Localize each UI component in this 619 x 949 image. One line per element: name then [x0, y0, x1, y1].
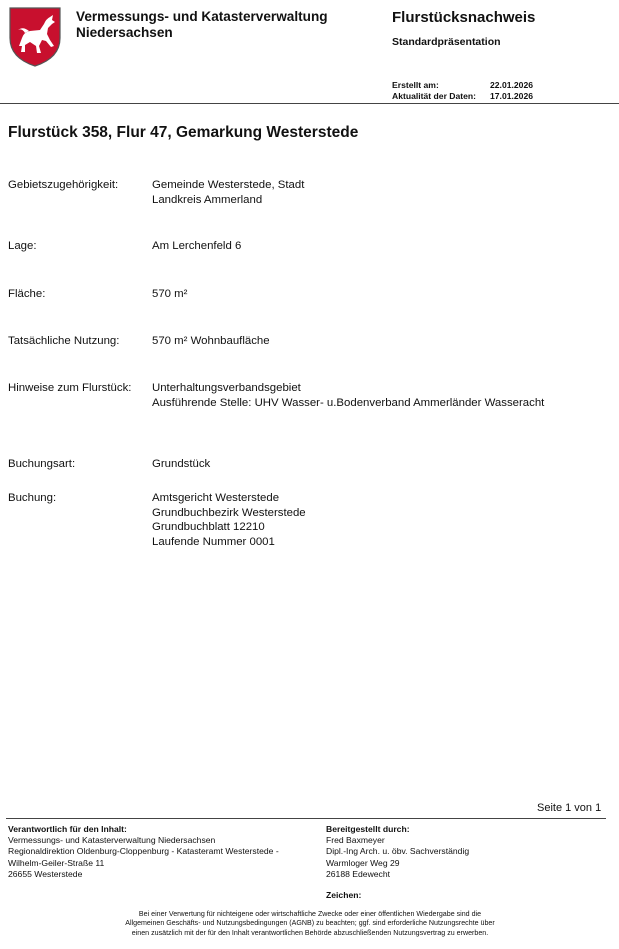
field-lage	[8, 239, 241, 254]
field-value: Grundstück	[152, 458, 211, 470]
lower-saxony-horse-crest-icon	[8, 6, 62, 68]
field-value: Am Lerchenfeld 6	[152, 240, 242, 252]
parcel-heading: Flurstück 358, Flur 47, Gemarkung Westerstede	[8, 124, 359, 141]
field-buchung	[8, 491, 306, 549]
field-hinweise	[8, 381, 544, 410]
document-subtitle: Standardpräsentation	[392, 36, 501, 48]
meta-created: Erstellt am: 22.01.2026	[392, 80, 534, 90]
organization-name: Vermessungs- und Katasterverwaltung Niedersachsen	[76, 9, 328, 40]
document-meta	[392, 80, 533, 102]
field-label: Buchung:	[8, 492, 57, 504]
footer-responsible: Verantwortlich für den Inhalt: Vermessungs- und Katasterverwaltung Niedersachsen Regionaldirektion Oldenburg-Cloppenburg - Katasteramt Westerstede - Wilhelm-Geiler-Straße 11 26655 Westerstede	[8, 824, 279, 879]
field-label: Gebietszugehörigkeit:	[8, 179, 119, 191]
meta-data-date: Aktualität der Daten: 17.01.2026	[392, 91, 534, 101]
field-buchungsart	[8, 457, 210, 472]
field-label: Buchungsart:	[8, 458, 76, 470]
field-value: 570 m² Wohnbaufläche	[152, 335, 270, 347]
footer-zeichen: Zeichen:	[326, 890, 362, 900]
field-label: Hinweise zum Flurstück:	[8, 382, 132, 394]
document-title: Flurstücksnachweis	[392, 9, 536, 26]
field-label: Tatsächliche Nutzung:	[8, 335, 120, 347]
header-divider	[0, 103, 619, 104]
field-value: Gemeinde Westerstede, Stadt Landkreis Ammerland	[152, 179, 305, 206]
field-flaeche	[8, 287, 187, 302]
field-nutzung	[8, 334, 270, 349]
field-value: Unterhaltungsverbandsgebiet Ausführende Stelle: UHV Wasser- u.Bodenverband Ammerländer Wasseracht	[152, 382, 545, 409]
usage-disclaimer: Bei einer Verwertung für nichteigene oder wirtschaftliche Zwecke oder einer öffentlichen Wiedergabe sind die Allgemeinen Geschäfts- und Nutzungsbedingungen (AGNB) zu beachten; ggf. sind erforderliche Nutzungsrechte über einen zusätzlich mit der für den Inhalt verantwortlichen Behörde abzuschließenden Nutzungsvertrag zu erwerben.	[125, 910, 495, 937]
field-label: Fläche:	[8, 288, 46, 300]
field-value: Amtsgericht Westerstede Grundbuchbezirk Westerstede Grundbuchblatt 12210 Laufende Nummer 0001	[152, 492, 306, 548]
footer-provided-by: Bereitgestellt durch: Fred Baxmeyer Dipl.-Ing Arch. u. öbv. Sachverständig Warmloger Weg 29 26188 Edewecht	[326, 824, 470, 879]
field-gebietszugehoerigkeit	[8, 178, 304, 207]
field-label: Lage:	[8, 240, 37, 252]
footer-divider	[6, 818, 606, 819]
field-value: 570 m²	[152, 288, 188, 300]
page-number: Seite 1 von 1	[537, 802, 602, 814]
